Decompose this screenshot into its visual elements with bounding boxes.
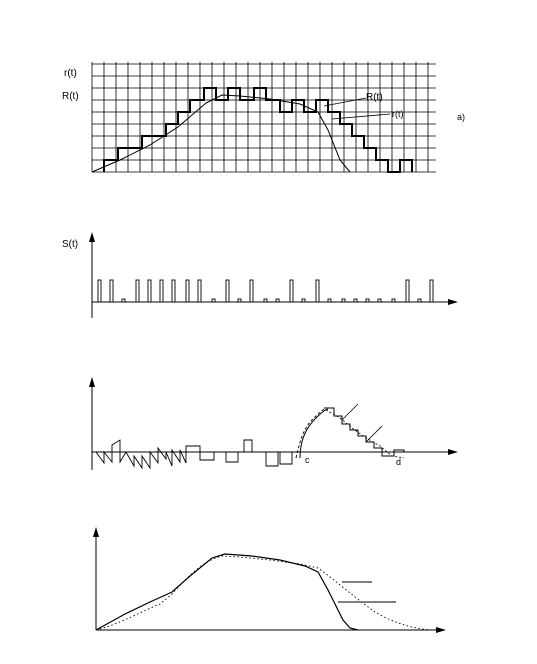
pulse-tall	[172, 280, 175, 302]
pulse-tall	[316, 280, 319, 302]
panel-d-x-arrow	[436, 627, 446, 633]
pulse-tall	[430, 280, 433, 302]
panel-a-quantization	[62, 62, 465, 172]
panel-a-y-label-bottom: R(t)	[62, 91, 79, 102]
panel-a-y-label-top: r(t)	[64, 68, 77, 79]
panel-d-reconstruction	[93, 527, 446, 633]
panel-c-leader-2	[366, 426, 382, 442]
pulse-tall	[250, 280, 253, 302]
pulse-tall	[98, 280, 101, 302]
panel-a-grid	[92, 62, 436, 172]
panel-c-leader-1	[342, 404, 358, 420]
panel-d-dotted-reference	[96, 556, 430, 630]
panel-c-sawtooth-error	[96, 440, 200, 468]
panel-a-leader-R	[324, 98, 366, 106]
panel-c-rect-blocks	[200, 440, 292, 466]
panel-d-solid-output	[96, 554, 358, 630]
pulse-tall	[136, 280, 139, 302]
panel-a-smooth-curve-r	[92, 95, 350, 172]
pulse-tall	[290, 280, 293, 302]
panel-d-y-arrow	[93, 527, 99, 537]
panel-c-x-arrow	[448, 449, 458, 455]
panel-c-point-d: d	[396, 457, 402, 467]
pulse-tall	[226, 280, 229, 302]
panel-c-solid-rise	[300, 409, 328, 458]
panel-a-curve-label-r: r(t)	[392, 109, 404, 119]
pulse-tall	[198, 280, 201, 302]
panel-c-point-c: c	[305, 455, 310, 465]
panel-c-y-arrow	[89, 377, 95, 387]
panel-b-x-arrow	[448, 299, 458, 305]
panel-b-y-arrow	[89, 232, 95, 242]
pulse-tall	[186, 280, 189, 302]
panel-b-pulses	[98, 280, 433, 302]
panel-b-pulse-train	[62, 232, 458, 318]
pulse-tall	[148, 280, 151, 302]
pulse-tall	[160, 280, 163, 302]
pulse-tall	[406, 280, 409, 302]
panel-c-error-signal	[89, 377, 458, 470]
panel-c-descending-staircase	[324, 408, 404, 456]
panel-a-letter: a)	[457, 112, 466, 122]
panel-c-dashed-fall	[326, 410, 404, 458]
panel-a-curve-label-R: R(t)	[366, 92, 383, 103]
pulse-tall	[110, 280, 113, 302]
panel-b-y-label: S(t)	[62, 239, 79, 250]
